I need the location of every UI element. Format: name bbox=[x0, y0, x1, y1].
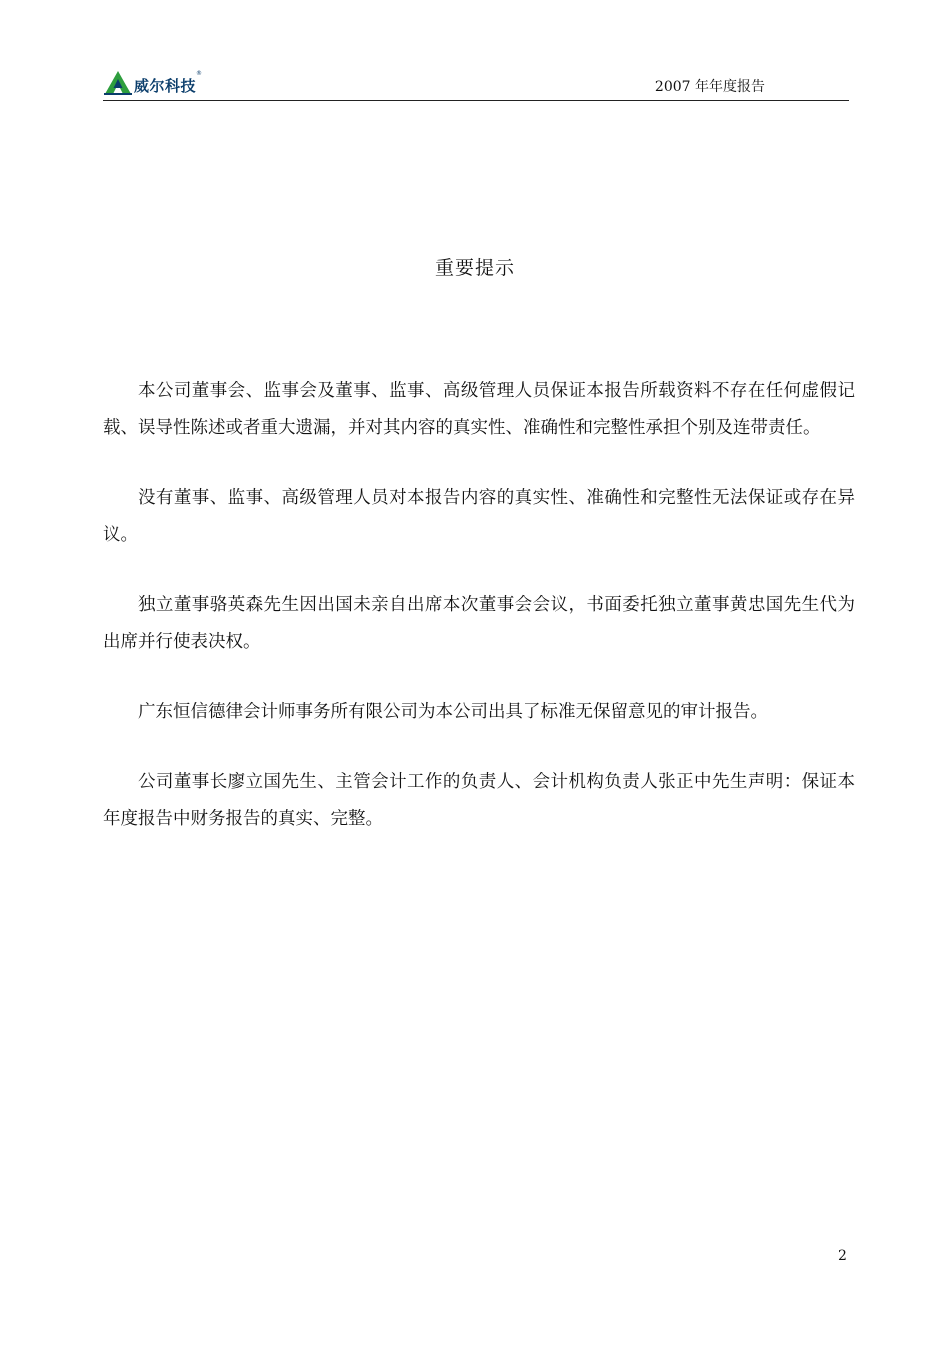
notice-paragraph: 公司董事长廖立国先生、主管会计工作的负责人、会计机构负责人张正中先生声明：保证本年度报告中财务报告的真实、完整。 bbox=[103, 772, 855, 829]
report-title: 2007 年年度报告 bbox=[654, 79, 765, 95]
company-logo bbox=[103, 68, 202, 96]
logo-text: 威尔科技 bbox=[134, 77, 197, 95]
company-logo-icon bbox=[103, 70, 133, 96]
page-title: 重要提示 bbox=[434, 257, 515, 279]
notice-paragraph: 没有董事、监事、高级管理人员对本报告内容的真实性、准确性和完整性无法保证或存在异议。 bbox=[103, 488, 855, 545]
page-header bbox=[103, 66, 849, 101]
registered-mark: ® bbox=[196, 70, 203, 77]
notice-paragraph: 广东恒信德律会计师事务所有限公司为本公司出具了标准无保留意见的审计报告。 bbox=[138, 702, 768, 722]
notice-paragraph: 本公司董事会、监事会及董事、监事、高级管理人员保证本报告所载资料不存在任何虚假记载、误导性陈述或者重大遗漏，并对其内容的真实性、准确性和完整性承担个别及连带责任。 bbox=[103, 381, 855, 438]
notice-paragraph: 独立董事骆英森先生因出国未亲自出席本次董事会会议，书面委托独立董事黄忠国先生代为出席并行使表决权。 bbox=[103, 595, 855, 652]
page-number: 2 bbox=[838, 1248, 847, 1264]
important-notice-body bbox=[103, 373, 855, 871]
